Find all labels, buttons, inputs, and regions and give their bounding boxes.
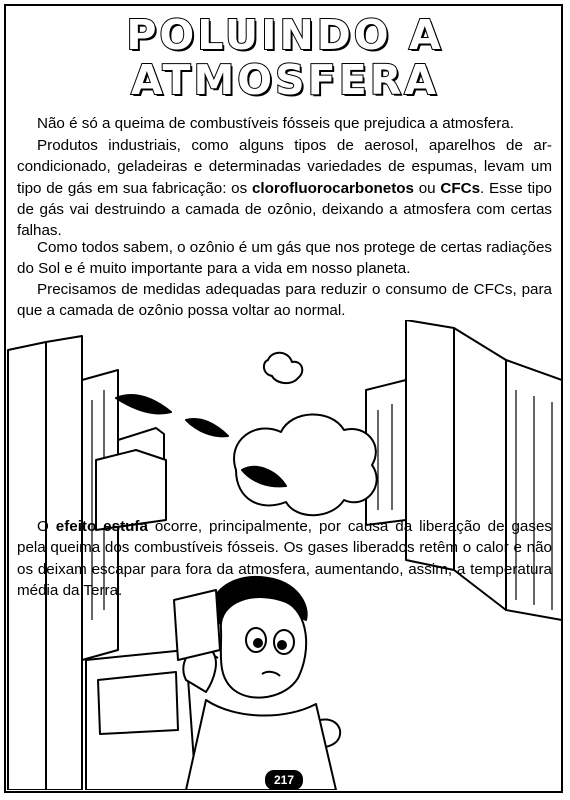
term-cfc-full: clorofluorocarbonetos [251, 179, 414, 197]
term-greenhouse-effect: efeito estufa [55, 518, 148, 535]
page-title-line-2: ATMOSFERA [130, 56, 439, 104]
smoke-cloud-dark-2 [186, 419, 228, 436]
smoke-cloud-dark-1 [116, 395, 171, 413]
paragraph-2-text-c: ou [413, 179, 441, 197]
term-cfc-abbrev: CFCs [440, 179, 481, 197]
paragraph-1-text: Não é só a queima de combustíveis fósseis que prejudica a atmosfera. [37, 115, 514, 132]
paragraph-4 [17, 279, 552, 322]
page-title-line-1: POLUINDO A [126, 11, 444, 59]
smoke-cloud-upper [264, 353, 302, 383]
boy-shirt [186, 700, 336, 790]
paragraph-3-text: Como todos sabem, o ozônio é um gás que nos protege de certas radiações do Sol e é muito importante para a vida em nosso planeta. [17, 239, 552, 278]
paragraph-5-text-a: O [37, 518, 56, 535]
paragraph-3 [17, 237, 552, 280]
paragraph-5 [17, 516, 552, 601]
truck [86, 650, 196, 790]
paragraph-1 [17, 113, 552, 134]
paragraph-2 [17, 135, 552, 241]
page-number: 217 [265, 770, 303, 790]
paragraph-4-text: Precisamos de medidas adequadas para reduzir o consumo de CFCs, para que a camada de ozônio possa voltar ao normal. [17, 281, 552, 320]
paragraph-5-text-c: ocorre, principalmente, por causa da liberação de gases pela queima dos combustíveis fósseis. Os gases liberados retêm o calor e não os deixam escapar para fora da atmosfera, aumentando, assim, a temperatura média da Terra. [17, 518, 552, 599]
paragraph-2-text-a: Produtos industriais, como alguns tipos de aerosol, aparelhos de ar-condicionado, geladeiras e determinadas variedades de espumas, levam um tipo de gás em sua fabricação: os [17, 137, 552, 197]
paragraph-2-text-e: . Esse tipo de gás vai destruindo a camada de ozônio, deixando a atmosfera com certas falhas. [17, 179, 552, 240]
smoke-cloud-main [234, 414, 377, 515]
